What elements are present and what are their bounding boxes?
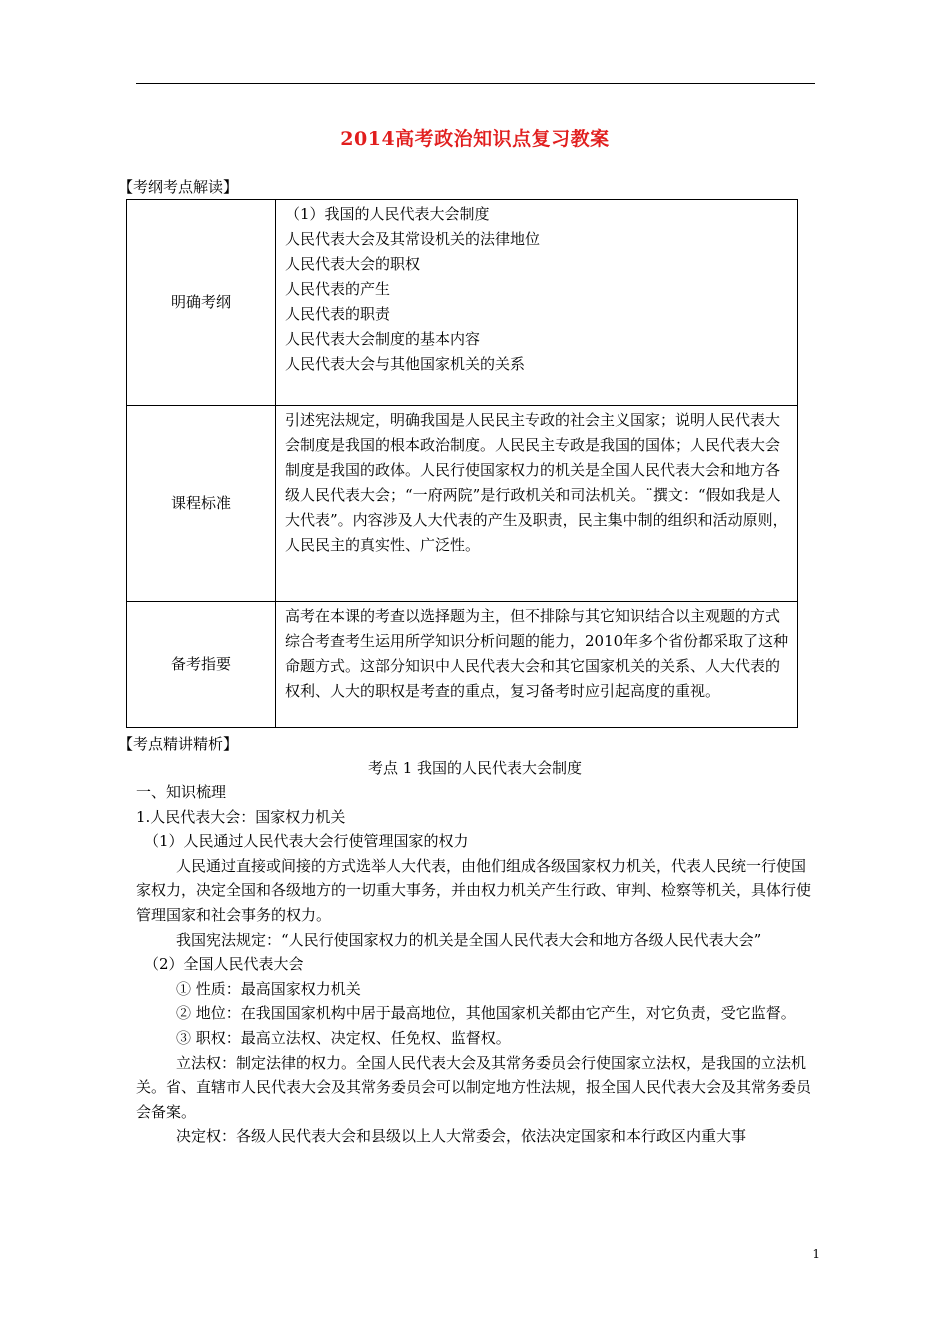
heading-npc: 1.人民代表大会：国家权力机关 <box>136 807 346 826</box>
list-item: 人民代表大会与其他国家机关的关系 <box>285 355 526 373</box>
subheading: （1）人民通过人民代表大会行使管理国家的权力 <box>144 832 469 851</box>
page-number: 1 <box>812 1247 820 1261</box>
list-item: 人民代表大会的职权 <box>285 255 421 273</box>
list-item: 人民代表大会制度的基本内容 <box>285 330 481 348</box>
document-title: 2014高考政治知识点复习教案 <box>340 128 610 150</box>
section-heading-outline: 【考纲考点解读】 <box>118 178 239 196</box>
table-row <box>127 406 798 602</box>
row-content: 高考在本课的考查以选择题为主，但不排除与其它知识结合以主观题的方式综合考查考生运用所学知识分析问题的能力，2010年多个省份都采取了这种命题方式。这部分知识中人民代表大会和其它国家机关的关系、人大代表的权利、人大的职权是考查的重点，复习备考时应引起高度的重视。 <box>276 602 798 728</box>
header-rule <box>136 83 815 84</box>
list-item: ① 性质：最高国家权力机关 <box>176 979 361 998</box>
table-row <box>127 602 798 728</box>
heading-knowledge: 一、知识梳理 <box>136 783 227 801</box>
row-label: 备考指要 <box>127 602 276 728</box>
list-item: ② 地位：在我国国家机构中居于最高地位，其他国家机关都由它产生，对它负责，受它监督。 <box>176 1004 796 1023</box>
paragraph: 人民通过直接或间接的方式选举人大代表，由他们组成各级国家权力机关，代表人民统一行使国家权力，决定全国和各级地方的一切重大事务，并由权力机关产生行政、审判、检察等机关，具体行使管理国家和社会事务的权力。 <box>136 856 812 924</box>
section-heading-analysis: 【考点精讲精析】 <box>118 735 239 753</box>
list-item: （1）我国的人民代表大会制度 <box>285 205 490 223</box>
topic-title: 考点 1 我国的人民代表大会制度 <box>367 759 583 777</box>
list-item: ③ 职权：最高立法权、决定权、任免权、监督权。 <box>176 1028 511 1047</box>
list-item: 人民代表大会及其常设机关的法律地位 <box>285 230 541 248</box>
table-row <box>127 200 798 406</box>
list-item: 人民代表的产生 <box>285 280 391 298</box>
paragraph: 决定权：各级人民代表大会和县级以上人大常委会，依法决定国家和本行政区内重大事 <box>176 1127 747 1146</box>
paragraph: 我国宪法规定：“人民行使国家权力的机关是全国人民代表大会和地方各级人民代表大会” <box>176 930 762 949</box>
list-item: 人民代表的职责 <box>285 305 391 323</box>
row-label: 明确考纲 <box>127 200 276 406</box>
outline-table <box>126 199 798 728</box>
row-content: 引述宪法规定，明确我国是人民民主专政的社会主义国家；说明人民代表大会制度是我国的根本政治制度。人民民主专政是我国的国体；人民代表大会制度是我国的政体。人民行使国家权力的机关是全国人民代表大会和地方各级人民代表大会；“一府两院”是行政机关和司法机关。¨撰文：“假如我是人大代表”。内容涉及人大代表的产生及职责，民主集中制的组织和活动原则，人民民主的真实性、广泛性。 <box>276 406 798 602</box>
body-text <box>136 780 815 1149</box>
paragraph: 立法权：制定法律的权力。全国人民代表大会及其常务委员会行使国家立法权，是我国的立法机关。省、直辖市人民代表大会及其常务委员会可以制定地方性法规，报全国人民代表大会及其常务委员会备案。 <box>136 1053 812 1121</box>
row-label: 课程标准 <box>127 406 276 602</box>
subheading: （2）全国人民代表大会 <box>144 955 304 974</box>
row-content <box>276 200 798 406</box>
